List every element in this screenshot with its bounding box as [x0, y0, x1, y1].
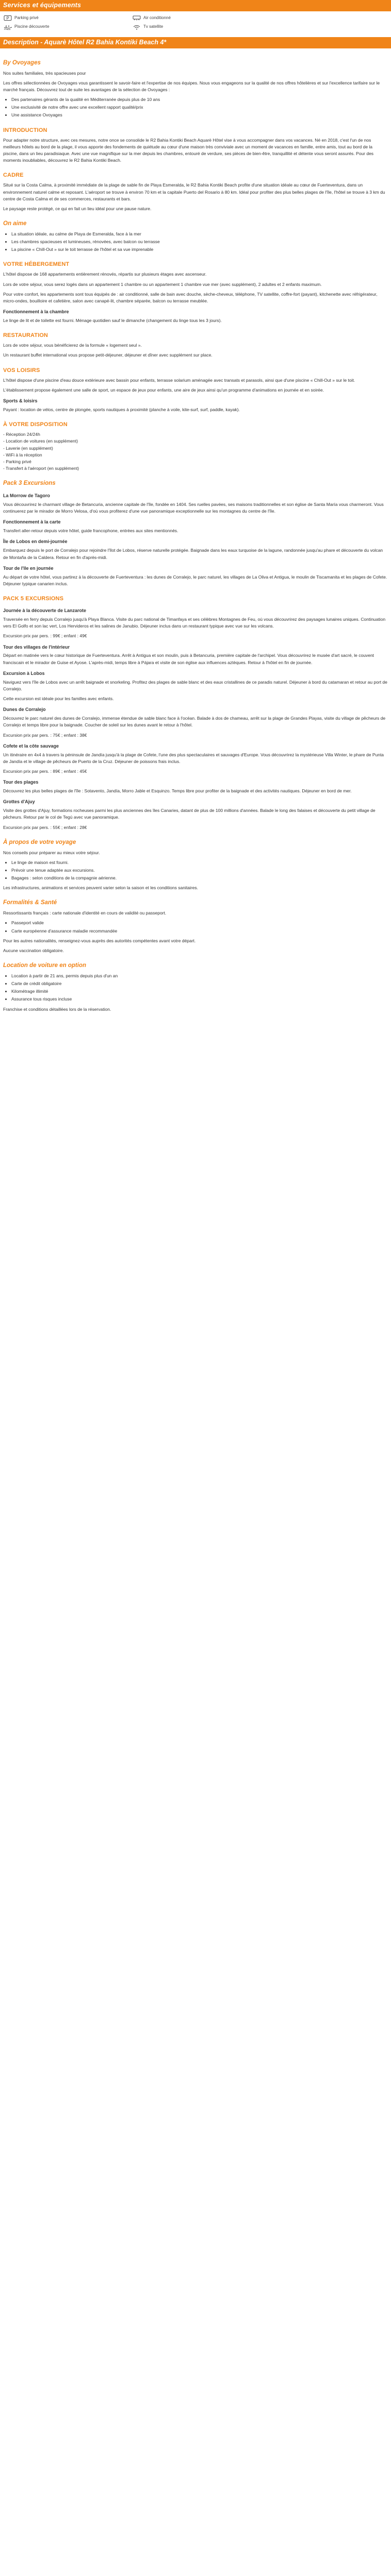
list-item: • Les chambres spacieuses et lumineuses, rénovées, avec balcon ou terrasse — [11, 239, 388, 245]
hebergement-text: Pour votre confort, les appartements sont tous équipés de : air conditionné, salle de bain avec douche, sèche-cheveux, téléphone, TV satellite, coffre-fort (payant), kitchenette avec réfrigérateur, micro-ondes, bouilloire et cafetière, salon avec canapé-lit, chambre séparée, balcon ou terrasse meublée. — [3, 291, 378, 303]
amenity-air — [132, 15, 261, 21]
description-header — [0, 37, 391, 48]
excursion-text: Découvrez les plus belles plages de l'île : Sotavento, Jandía, Morro Jable et Esquinzo. Temps libre pour profiter de la baignade et des activités nautiques. Déjeuner en bord de mer. — [3, 788, 352, 794]
hebergement-text: L'hôtel dispose de 168 appartements entièrement rénovés, répartis sur plusieurs étages avec ascenseur. — [3, 272, 207, 277]
hebergement-subtitle: Fonctionnement à la chambre — [3, 309, 69, 315]
list-item: • Carte de crédit obligatoire — [11, 980, 388, 987]
prestations-title: À VOTRE DISPOSITION — [3, 421, 68, 428]
pack-text: Embarquez depuis le port de Corralejo pour rejoindre l'îlot de Lobos, réserve naturelle protégée. Baignade dans les eaux turquoise de la lagune, randonnée jusqu'au phare et découverte du volcan de Montaña de la Caldera. Retour en fin d'après-midi. — [3, 548, 383, 560]
excursions-title: PACK 5 EXCURSIONS — [3, 596, 64, 602]
prestations-item: - Laverie (en supplément) — [3, 445, 53, 451]
location-text: Franchise et conditions détaillées lors de la réservation. — [3, 1006, 111, 1012]
list-item: • Assurance tous risques incluse — [11, 996, 388, 1003]
byvoyages-list — [3, 96, 388, 119]
loisirs-title: VOS LOISIRS — [3, 367, 40, 374]
amenity-label: Piscine découverte — [14, 24, 50, 29]
list-item: • Le linge de maison est fourni. — [11, 859, 388, 866]
byvoyages-intro: Nos suites familiales, très spacieuses pour — [3, 70, 86, 76]
description-content — [0, 48, 391, 1013]
intro-text: Pour adapter notre structure, avec ces mesures, notre once se consolide le R2 Bahia Kontiki Beach Aquarè Hôtel vise à vous accompagner dans vos vacances. Né en 2018, c'est l'un de nos meilleurs hôtels au bord de la plage, il vous apporte des fondements de quiétude au cœur d'une maison très conviviale avec un moment de vacances en famille, entre amis, tout au bord de la piscine, dans un lieu paradisiaque. Avec une vue magnifique sur la mer depuis les chambres, entouré de verdure, ses pièces de bien-être, tranquillité et détente vous seront assurés. Pour des moments inoubliables, découvrez le R2 Bahia Kontiki Beach. — [3, 137, 374, 163]
pack-text: Transfert aller-retour depuis votre hôtel, guide francophone, entrées aux sites mentionnés. — [3, 528, 178, 534]
parking-icon — [3, 15, 12, 21]
list-item: • Des partenaires gérants de la qualité en Méditerranée depuis plus de 10 ans — [11, 96, 388, 103]
pack-subtitle: La Morrow de Tagoro — [3, 493, 50, 499]
pack-text: Au départ de votre hôtel, vous partirez à la découverte de Fuerteventura : les dunes de Corralejo, le parc naturel, les villages de La Oliva et Antigua, le moulin de Tiscamanita et les plages de Cofete. Déjeuner typique canarien inclus. — [3, 574, 387, 586]
location-title: Location de voiture en option — [3, 962, 86, 969]
list-item: • Passeport valide — [11, 920, 388, 926]
list-item: • Carte européenne d'assurance maladie recommandée — [11, 928, 388, 935]
onaime-list — [3, 231, 388, 253]
location-list — [3, 973, 388, 1003]
pack-subtitle: Fonctionnement à la carte — [3, 519, 61, 525]
loisirs-text: Payant : location de vélos, centre de plongée, sports nautiques à proximité (planche à voile, kite-surf, surf, paddle, kayak). — [3, 406, 240, 412]
amenity-label: Parking privé — [14, 15, 39, 20]
hebergement-text: Lors de votre séjour, vous serez logés dans un appartement 1 chambre ou un appartement 1 chambre vue mer (avec supplément), 2 adultes et 2 enfants maximum. — [3, 281, 322, 287]
excursion-subtitle: Cofete et la côte sauvage — [3, 743, 59, 749]
excursion-text: Visite des grottes d'Ajuy, formations rocheuses parmi les plus anciennes des îles Canaries, datant de plus de 100 millions d'années. Balade le long des falaises et découverte du petit village de pêcheurs. Retour par le col de Tegú avec vue panoramique. — [3, 808, 376, 820]
list-item: • Bagages : selon conditions de la compagnie aérienne. — [11, 875, 388, 882]
prestations-item: - Location de voitures (en supplément) — [3, 438, 78, 444]
amenity-tv — [132, 24, 261, 30]
excursion-text: Départ en matinée vers le cœur historique de Fuerteventura. Arrêt à Antigua et son moulin, puis à Betancuria, première capitale de l'archipel. Vous découvrirez le musée d'art sacré, le couvent franciscain et le mirador de Guise et Ayose. L'après-midi, temps libre à Pájara et visite de son église aux influences aztèques. Retour à l'hôtel en fin de journée. — [3, 653, 374, 665]
apropos-text: Les infrastructures, animations et services peuvent varier selon la saison et les conditions sanitaires. — [3, 885, 198, 891]
hebergement-title: VOTRE HÉBERGEMENT — [3, 261, 70, 268]
excursion-text: Traversée en ferry depuis Corralejo jusqu'à Playa Blanca. Visite du parc national de Timanfaya et ses célèbres Montagnes de Feu, où vous découvrirez des paysages lunaires uniques. Continuation vers El Golfo et son lac vert, Los Hervideros et les salines de Janubio. Déjeuner inclus dans un restaurant typique avec vue sur les volcans. — [3, 616, 386, 629]
list-item: • Prévoir une tenue adaptée aux excursions. — [11, 867, 388, 874]
formalites-text: Pour les autres nationalités, renseignez-vous auprès des autorités compétentes avant votre départ. — [3, 938, 196, 943]
excursion-subtitle: Excursion à Lobos — [3, 670, 45, 676]
wifi-icon — [132, 25, 141, 30]
prestations-text: - Transfert à l'aéroport (en supplément) — [3, 466, 79, 471]
list-item: • Kilométrage illimité — [11, 988, 388, 995]
restauration-title: RESTAURATION — [3, 332, 48, 339]
formalites-text: Ressortissants français : carte nationale d'identité en cours de validité ou passeport. — [3, 910, 167, 916]
amenity-label: Tv satellite — [143, 24, 164, 29]
byvoyages-text: Les offres sélectionnées de Ovoyages vous garantissent le savoir-faire et l'expertise de nos équipes. Nous vous engageons sur la qualité de nos offres hôtelières et sur l'excellence tarifaire sur le marché français. Découvrez tout de suite les avantages de la sélection de Ovoyages : — [3, 80, 380, 92]
list-item: • La situation idéale, au calme de Playa de Esmeralda, face à la mer — [11, 231, 388, 238]
services-title: Services et équipements — [3, 2, 82, 9]
pool-icon — [3, 25, 12, 30]
air-conditioner-icon — [132, 15, 141, 21]
excursion-text: Naviguez vers l'île de Lobos avec un arrêt baignade et snorkeling. Profitez des plages de sable blanc et des eaux cristallines de ce paradis naturel. Déjeuner à bord du catamaran et retour au port de Corralejo. — [3, 679, 387, 691]
svg-text:P: P — [6, 16, 9, 21]
list-item: • Une assistance Ovoyages — [11, 112, 388, 118]
pack-subtitle: Île de Lobos en demi-journée — [3, 539, 68, 545]
description-title: Description - Aquarè Hôtel R2 Bahia Kontiki Beach 4* — [3, 39, 167, 46]
apropos-list — [3, 859, 388, 882]
services-header — [0, 0, 391, 11]
prestations-item: - Réception 24/24h — [3, 432, 40, 437]
restauration-text: Lors de votre séjour, vous bénéficierez de la formule « logement seul ». — [3, 343, 142, 348]
excursion-price: Excursion prix par pers. : 89€ ; enfant : 45€ — [3, 768, 87, 774]
cadre-text-2: Le paysage reste protégé, ce qui en fait un lieu idéal pour une pause nature. — [3, 206, 152, 211]
excursion-subtitle: Journée à la découverte de Lanzarote — [3, 608, 87, 614]
excursion-subtitle: Dunes de Corralejo — [3, 707, 46, 713]
amenity-pool — [3, 24, 132, 30]
byvoyages-title: By Ovoyages — [3, 59, 41, 66]
amenity-label: Air conditionné — [143, 15, 171, 20]
excursion-price: Excursion prix par pers. : 55€ ; enfant : 28€ — [3, 824, 87, 830]
pack-subtitle: Tour de l'île en journée — [3, 565, 54, 571]
prestations-item: - WiFi à la réception — [3, 452, 42, 457]
intro-title: INTRODUCTION — [3, 127, 47, 133]
pack-text: Vous découvrirez le charmant village de Betancuria, ancienne capitale de l'île, fondée en 1404. Ses ruelles pavées, ses maisons traditionnelles et son église de Santa María vous charmeront. Vous continuerez par le mirador de Morro Velosa, d'où vous profiterez d'une vue panoramique exceptionnelle sur les montagnes du centre de l'île. — [3, 501, 384, 514]
formalites-list — [3, 920, 388, 934]
excursion-text: Découvrez le parc naturel des dunes de Corralejo, immense étendue de sable blanc face à l'océan. Balade à dos de chameau, arrêt sur la plage de Grandes Playas, visite du village de pêcheurs de Corralejo et temps libre pour la baignade. Coucher de soleil sur les dunes avant le retour à l'hôtel. — [3, 716, 386, 728]
cadre-text: Situé sur la Costa Calma, à proximité immédiate de la plage de sable fin de Playa Esmeralda, le R2 Bahia Kontiki Beach profite d'une situation idéale au cœur de Fuerteventura, dans un environnement naturel calme et reposant. L'aéroport se trouve à environ 70 km et la capitale Puerto del Rosario à 80 km. Idéal pour profiter des plus belles plages de l'île, l'hôtel se trouve à 3 km du centre de Costa Calma et de ses commerces, restaurants et bars. — [3, 182, 385, 201]
excursion-text: Un itinéraire en 4x4 à travers la péninsule de Jandía jusqu'à la plage de Cofete, l'une des plus spectaculaires et sauvages d'Europe. Vous découvrirez la mystérieuse Villa Winter, le phare de Punta de Jandía et le village de pêcheurs de Puerto de la Cruz. Déjeuner de poissons frais inclus. — [3, 752, 384, 764]
list-item: • Une exclusivité de notre offre avec une excellent rapport qualité/prix — [11, 104, 388, 111]
apropos-text: Nos conseils pour préparer au mieux votre séjour. — [3, 850, 100, 855]
formalites-title: Formalités & Santé — [3, 900, 57, 906]
loisirs-subtitle: Sports & loisirs — [3, 398, 38, 404]
pack-title: Pack 3 Excursions — [3, 480, 56, 487]
list-item: • Location à partir de 21 ans, permis depuis plus d'un an — [11, 973, 388, 979]
excursion-subtitle: Tour des villages de l'intérieur — [3, 644, 70, 650]
prestations-item: - Parking privé — [3, 459, 31, 464]
excursion-subtitle: Grottes d'Ajuy — [3, 799, 35, 805]
excursion-subtitle: Tour des plages — [3, 779, 39, 785]
list-item: • La piscine « Chill-Out » sur le toit terrasse de l'hôtel et sa vue imprenable — [11, 246, 388, 253]
onaime-title: On aime — [3, 221, 27, 227]
amenities-list — [0, 11, 391, 35]
hebergement-text: Le linge de lit et de toilette est fourni. Ménage quotidien sauf le dimanche (changement du linge tous les 3 jours). — [3, 318, 222, 324]
loisirs-text: L'établissement propose également une salle de sport, un espace de jeux pour enfants, une aire de jeux ainsi qu'un programme d'animations en journée et en soirée. — [3, 387, 324, 393]
excursion-price: Excursion prix par pers. : 75€ ; enfant : 38€ — [3, 732, 87, 738]
amenity-parking — [3, 15, 132, 21]
excursion-text: Cette excursion est idéale pour les familles avec enfants. — [3, 696, 114, 702]
loisirs-text: L'hôtel dispose d'une piscine d'eau douce extérieure avec bassin pour enfants, terrasse solarium aménagée avec transats et parasols, ainsi que d'une piscine « Chill-Out » sur le toit. — [3, 377, 355, 383]
apropos-title: À propos de votre voyage — [3, 839, 76, 845]
formalites-text: Aucune vaccination obligatoire. — [3, 947, 64, 953]
restauration-text: Un restaurant buffet international vous propose petit-déjeuner, déjeuner et dîner avec supplément sur place. — [3, 352, 213, 358]
excursion-price: Excursion prix par pers. : 99€ ; enfant : 49€ — [3, 633, 87, 639]
cadre-title: CADRE — [3, 172, 24, 179]
